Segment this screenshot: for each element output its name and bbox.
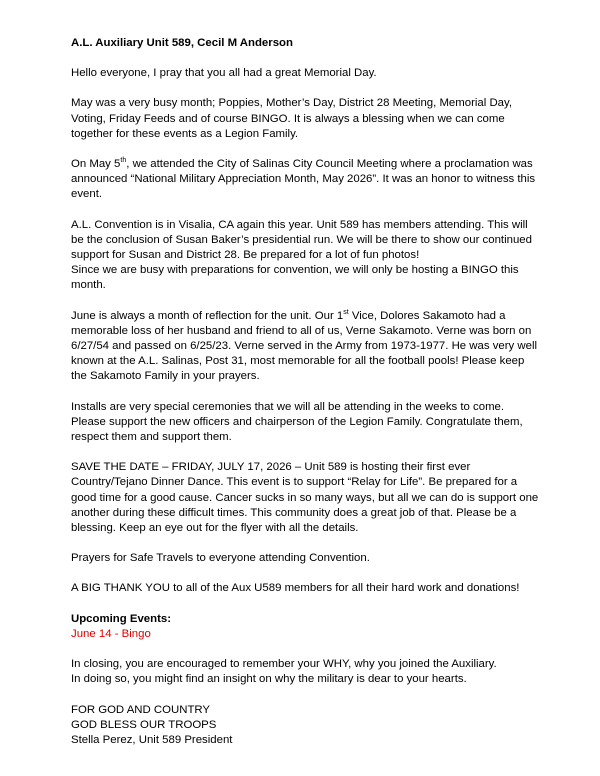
upcoming-event-item: June 14 - Bingo [71,627,151,640]
city-council-text-start: On May 5 [71,158,121,171]
thank-you-paragraph: A BIG THANK YOU to all of the Aux U589 members for all their hard work and donations! [71,582,520,595]
may-activities-paragraph: May was a very busy month; Poppies, Mother’s Day, District 28 Meeting, Memorial Day, Voting, Friday Feeds and of course BINGO. It is always a blessing when we can come together for these events as a Legion Family. [71,97,513,140]
june-text-start: June is always a month of reflection for the unit. Our 1 [71,309,344,322]
closing-line: In doing so, you might find an insight on why the military is dear to your hearts. [71,673,467,686]
signoff-block [71,703,540,749]
bingo-note-text: Since we are busy with preparations for convention, we will only be hosting a BINGO this month. [71,264,519,292]
page-title: A.L. Auxiliary Unit 589, Cecil M Anderson [71,37,293,49]
closing-paragraph [71,657,540,687]
ordinal-suffix: th [120,157,127,165]
prayers-paragraph: Prayers for Safe Travels to everyone attending Convention. [71,552,370,565]
signature-line: Stella Perez, Unit 589 President [71,733,233,746]
closing-line: In closing, you are encouraged to remember your WHY, why you joined the Auxiliary. [71,658,497,671]
city-council-text-end: , we attended the City of Salinas City Council Meeting where a proclamation was announced “National Military Appreciation Month, May 2026”. It was an honor to witness this event. [71,158,536,201]
save-the-date-paragraph: SAVE THE DATE – FRIDAY, JULY 17, 2026 – Unit 589 is hosting their first ever Country/Tejano Dinner Dance. This event is to support “Relay for Life”. Be prepared for a good time for a good cause. Cancer sucks in so many ways, but all we can do is support one another during these difficult times. This community does a great job of that. Please be a blessing. Keep an eye out for the flyer with all the details. [71,461,539,535]
upcoming-events-section [71,612,540,642]
signoff-line: FOR GOD AND COUNTRY [71,703,211,716]
upcoming-events-heading: Upcoming Events: [71,612,171,625]
greeting-paragraph: Hello everyone, I pray that you all had a great Memorial Day. [71,67,377,80]
convention-paragraph [71,218,540,294]
city-council-paragraph [71,157,540,203]
june-text-end: Vice, Dolores Sakamoto had a memorable loss of her husband and friend to all of us, Verne Sakamoto. Verne was born on 6/27/54 and passed on 6/25/23. Verne served in the Army from 1973-1977. He was very well known at the A.L. Salinas, Post 31, most memorable for all the football pools! Please keep the Sakamoto Family in your prayers. [71,309,538,383]
ordinal-suffix: st [343,308,349,316]
convention-text: A.L. Convention is in Visalia, CA again this year. Unit 589 has members attending. This will be the conclusion of Susan Baker’s presidential run. We will be there to show our continued support for Susan and District 28. Be prepared for a lot of fun photos! [71,218,532,262]
installs-paragraph: Installs are very special ceremonies that we will all be attending in the weeks to come. Please support the new officers and chairperson of the Legion Family. Congratulate them, respect them and support them. [71,400,523,444]
june-reflection-paragraph [71,309,540,385]
signoff-line: GOD BLESS OUR TROOPS [71,718,217,731]
